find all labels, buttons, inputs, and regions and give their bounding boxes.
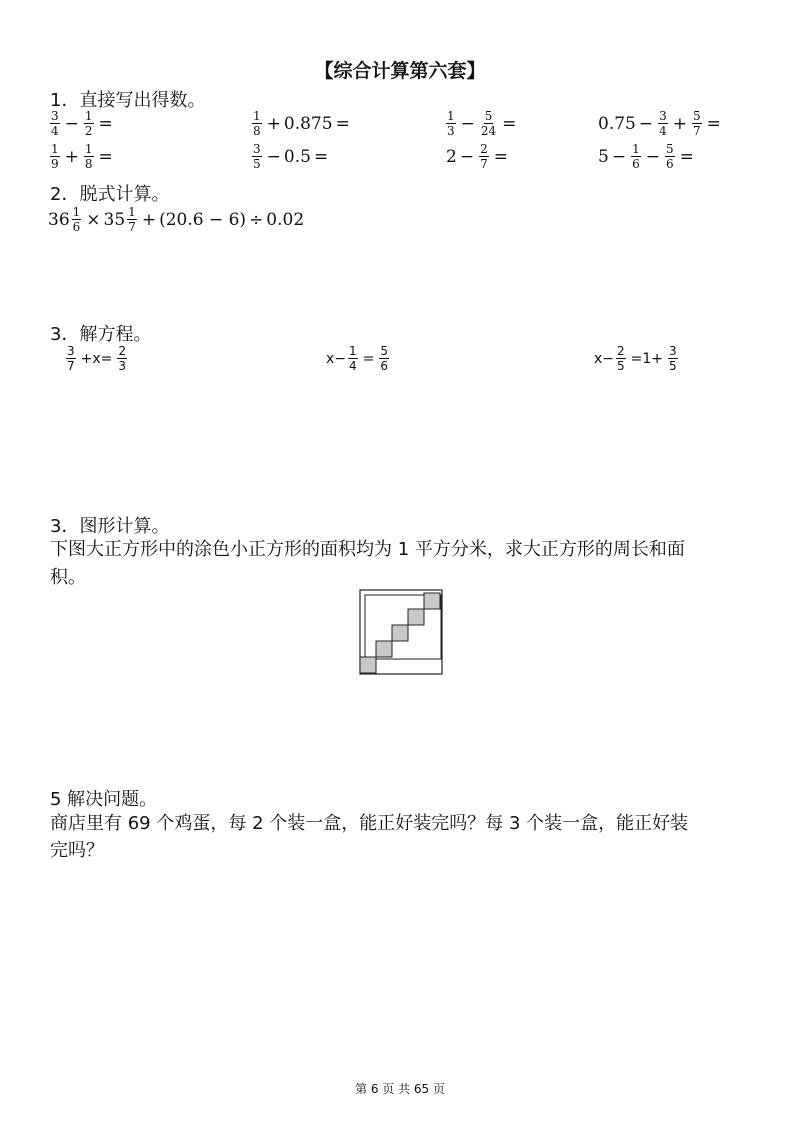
num: 1	[128, 205, 136, 219]
num: 2	[118, 344, 127, 358]
den: 4	[51, 124, 59, 138]
num: 1	[632, 142, 640, 156]
operator: −	[64, 113, 79, 134]
page-footer: 第 6 页 共 65 页	[355, 1082, 445, 1096]
den: 2	[84, 124, 93, 138]
num: 5	[380, 344, 389, 358]
den: 6	[72, 220, 81, 234]
equation-text: =1+	[630, 350, 664, 367]
equals: =	[98, 146, 113, 167]
den: 7	[67, 359, 75, 373]
equals: =	[706, 113, 721, 134]
problem-r2c1	[48, 143, 116, 170]
num: 3	[669, 344, 677, 358]
den: 5	[617, 359, 625, 373]
num: 5	[665, 142, 674, 156]
operator: ÷	[249, 209, 264, 230]
num: 1	[51, 142, 59, 156]
equals: =	[493, 146, 508, 167]
section5-heading: 5 解决问题。	[50, 789, 158, 810]
num: 1	[349, 344, 357, 358]
problem-r1c3	[444, 110, 519, 137]
operator: +	[141, 209, 157, 230]
shaded-square	[392, 625, 408, 641]
section4-text-line2: 积。	[50, 567, 86, 588]
equation-1	[64, 345, 129, 372]
den: 4	[349, 359, 357, 373]
den: 5	[253, 157, 261, 171]
section2-heading: 2．脱式计算。	[50, 184, 170, 205]
shaded-square	[376, 641, 392, 657]
num: 3	[253, 142, 261, 156]
den: 6	[632, 157, 640, 171]
number: 5	[598, 146, 609, 167]
operator: +	[266, 113, 281, 134]
expression-step-calc	[48, 206, 304, 233]
operator: −	[460, 113, 475, 134]
number: 0.75	[598, 113, 636, 134]
problem-r1c4	[598, 110, 724, 137]
section5-text-line2: 完吗？	[50, 840, 104, 861]
problem-r2c4	[598, 143, 697, 170]
operator: −	[266, 146, 281, 167]
equation-text: x−	[326, 350, 347, 367]
equals: =	[98, 113, 113, 134]
problem-r2c3	[446, 143, 511, 170]
num: 3	[67, 344, 75, 358]
equation-3	[594, 345, 680, 372]
equals: =	[679, 146, 694, 167]
den: 3	[118, 359, 127, 373]
num: 1	[72, 205, 81, 219]
den: 8	[253, 124, 261, 138]
den: 4	[659, 124, 667, 138]
number: 0.5	[283, 146, 311, 167]
equals: =	[502, 113, 517, 134]
operator: −	[459, 146, 475, 167]
staircase-square-figure	[359, 589, 443, 675]
number: 0.02	[266, 209, 305, 230]
operator: −	[645, 146, 660, 167]
operator: −	[611, 146, 627, 167]
den: 3	[447, 124, 455, 138]
den: 6	[665, 157, 674, 171]
section3-heading: 3．解方程。	[50, 324, 152, 345]
shaded-square	[408, 609, 424, 625]
number: 2	[446, 146, 457, 167]
problem-r1c1	[48, 110, 116, 137]
section4-text-line1: 下图大正方形中的涂色小正方形的面积均为 1 平方分米，求大正方形的周长和面	[50, 539, 685, 560]
num: 3	[51, 109, 59, 123]
num: 2	[617, 344, 625, 358]
den: 9	[51, 157, 59, 171]
parenthesis-group: (20.6 − 6)	[159, 209, 247, 230]
page-title: 【综合计算第六套】	[314, 60, 486, 82]
num: 1	[84, 109, 93, 123]
equation-2	[326, 345, 391, 372]
problem-r1c2	[250, 110, 353, 137]
num: 1	[84, 142, 93, 156]
whole-number: 35	[103, 209, 126, 230]
shaded-square	[424, 593, 440, 609]
den: 24	[480, 124, 497, 138]
den: 8	[84, 157, 93, 171]
num: 1	[447, 109, 455, 123]
problem-r2c2	[250, 143, 331, 170]
operator: +	[64, 146, 79, 167]
number: 0.875	[283, 113, 333, 134]
den: 7	[480, 157, 488, 171]
equation-text: =	[362, 350, 375, 367]
shaded-square	[360, 657, 376, 673]
den: 5	[669, 359, 677, 373]
operator: ×	[86, 209, 101, 230]
den: 7	[128, 220, 136, 234]
num: 5	[484, 109, 493, 123]
num: 3	[659, 109, 667, 123]
section1-heading: 1．直接写出得数。	[50, 90, 206, 111]
operator: +	[672, 113, 687, 134]
equation-text: +x=	[80, 350, 113, 367]
equation-text: x−	[594, 350, 615, 367]
equals: =	[313, 146, 329, 167]
num: 2	[480, 142, 488, 156]
operator: −	[638, 113, 654, 134]
section4-heading: 3．图形计算。	[50, 516, 170, 537]
den: 6	[380, 359, 389, 373]
section5-text-line1: 商店里有 69 个鸡蛋，每 2 个装一盒，能正好装完吗？每 3 个装一盒，能正好装	[50, 813, 689, 834]
whole-number: 36	[48, 209, 70, 230]
num: 5	[693, 109, 701, 123]
den: 7	[693, 124, 701, 138]
num: 1	[253, 109, 261, 123]
equals: =	[335, 113, 350, 134]
